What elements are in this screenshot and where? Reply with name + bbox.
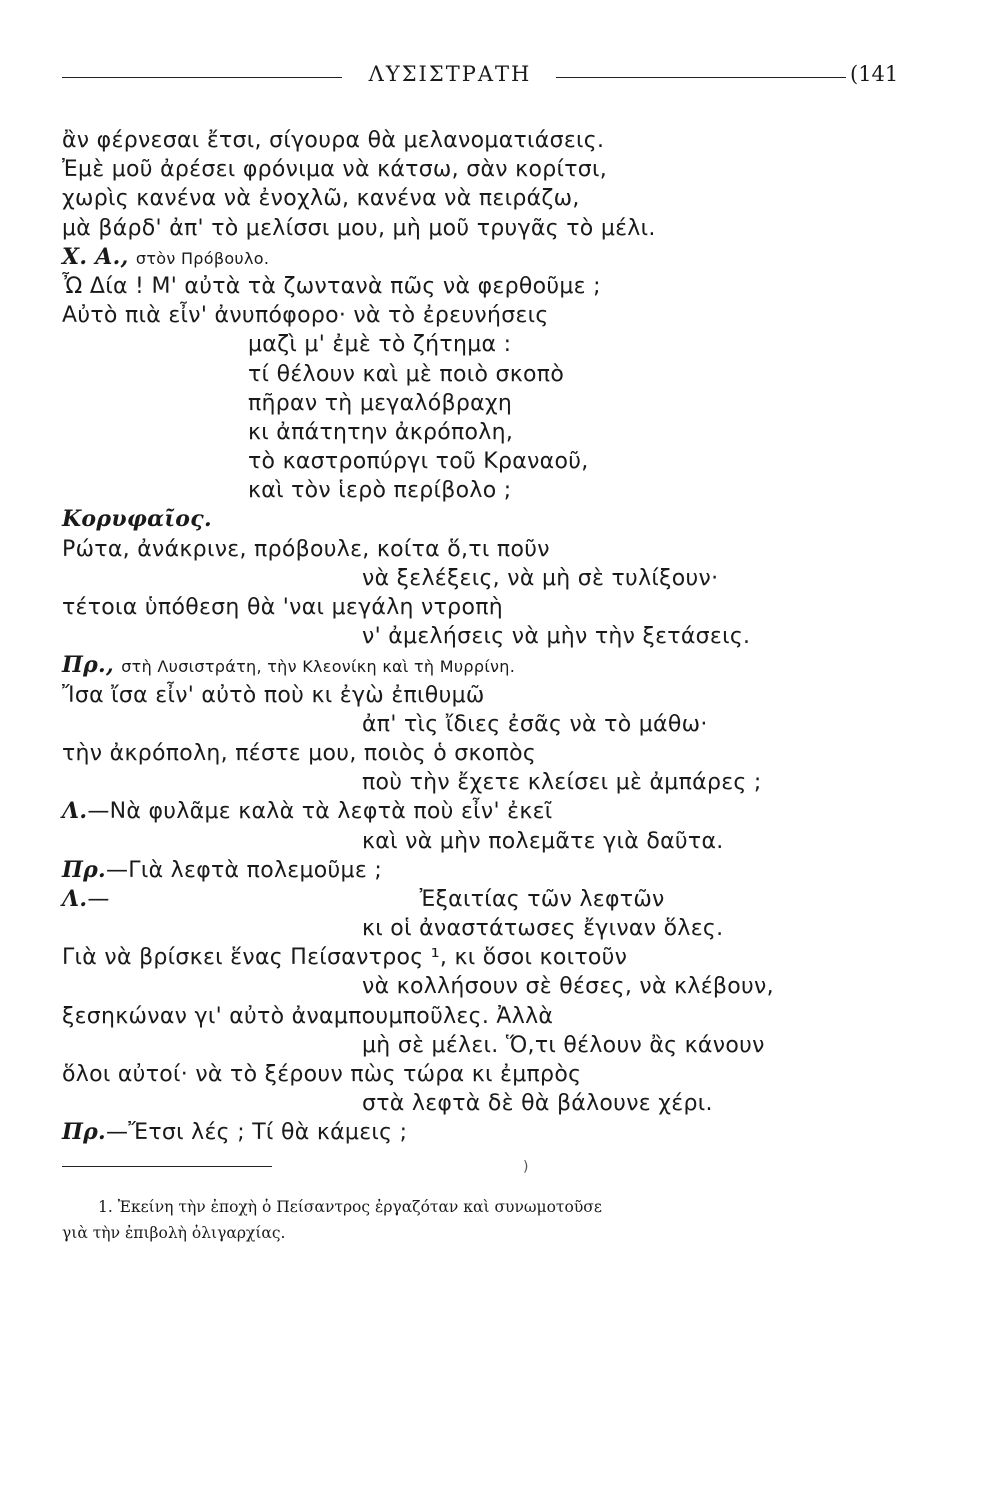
speaker-label: Πρ. [62,856,106,883]
line-text: μὰ βάρδ' ἀπ' τὸ μελίσσι μου, μὴ μοῦ τρυγᾶς τὸ μέλι. [62,215,656,241]
verse-line [62,476,862,505]
verse-line [62,1089,862,1118]
verse-line [62,301,862,330]
line-text: Αὐτὸ πιὰ εἶν' ἀνυπόφορο· νὰ τὸ ἐρευνήσεις [62,303,549,329]
verse-line [62,243,862,272]
verse-line [62,126,862,155]
line-text: ἂν φέρνεσαι ἔτσι, σίγουρα θὰ μελανοματιάσεις. [62,128,605,153]
line-text: νὰ ξελέξεις, νὰ μὴ σὲ τυλίξουν· [362,565,719,591]
line-text: Ἐμὲ μοῦ ἀρέσει φρόνιμα νὰ κάτσω, σὰν κορίτσι, [62,157,608,183]
running-header [62,62,899,92]
verse-line [62,535,862,564]
line-text: —Γιὰ λεφτὰ πολεμοῦμε ; [105,857,383,883]
verse-line [62,418,862,447]
verse-line [62,1002,862,1031]
verse-line [62,564,862,593]
verse-line [62,184,862,213]
verse-line [62,797,862,826]
speaker-label: Λ. [62,885,88,912]
verse-line [62,914,862,943]
verse-line [62,155,862,184]
header-rule-left [62,77,342,78]
verse-line [62,389,862,418]
line-text: κι ἀπάτητην ἀκρόπολη, [248,419,514,445]
footnote-line-2: γιὰ τὴν ἐπιβολὴ ὀλιγαρχίας. [62,1224,286,1242]
line-text: τὸ καστροπύργι τοῦ Κραναοῦ, [248,449,589,475]
speaker-label: Λ. [62,798,88,825]
verse-line [62,827,862,856]
speaker-label: Πρ. [62,1119,106,1146]
verse-line [62,272,862,301]
line-text: Ρώτα, ἀνάκρινε, πρόβουλε, κοίτα ὅ,τι ποῦν [62,536,550,562]
verse-line [62,214,862,243]
speaker-label: Κορυφαῖος. [62,506,212,533]
line-text: στὰ λεφτὰ δὲ θὰ βάλουνε χέρι. [362,1091,713,1117]
header-rule-right [556,77,846,78]
line-text: ὅλοι αὐτοί· νὰ τὸ ξέρουν πὼς τώρα κι ἐμπρὸς [62,1062,582,1087]
verse-line [62,768,862,797]
footnote-line-1: 1. Ἐκείνη τὴν ἐποχὴ ὁ Πείσαντρος ἐργαζόταν καὶ συνωμοτοῦσε [98,1198,602,1216]
speaker-label: Χ. Α., [62,243,129,270]
verse-line [62,972,862,1001]
verse-line [62,622,862,651]
line-text: ξεσηκώναν γι' αὐτὸ ἀναμπουμποῦλες. Ἀλλὰ [62,1003,554,1029]
page-number: (141 [850,62,899,86]
line-text: νὰ κολλήσουν σὲ θέσες, νὰ κλέβουν, [362,974,774,1000]
verse-line [62,330,862,359]
stage-direction: στὸν Πρόβουλο. [135,248,270,268]
footnote-separator [62,1166,272,1167]
verse-line [62,856,862,885]
verse-line [62,1031,862,1060]
line-text: — [87,886,110,912]
verse-line [62,360,862,389]
line-text: μὴ σὲ μέλει. Ὅ,τι θέλουν ἂς κάνουν [362,1032,765,1058]
line-text: ν' ἀμελήσεις νὰ μὴν τὴν ξετάσεις. [362,624,751,650]
line-text: τὴν ἀκρόπολη, πέστε μου, ποιὸς ὁ σκοπὸς [62,740,537,766]
line-text-continued: Ἐξαιτίας τῶν λεφτῶν [419,886,665,912]
line-text: καὶ νὰ μὴν πολεμᾶτε γιὰ δαῦτα. [362,828,724,854]
verse-text [62,126,862,1148]
speaker-label: Πρ., [62,652,114,679]
verse-line [62,1118,862,1147]
verse-line [62,505,862,534]
line-text: ποὺ τὴν ἔχετε κλείσει μὲ ἀμπάρες ; [362,770,762,796]
running-title: ΛΥΣΙΣΤΡΑΤΗ [368,62,532,86]
verse-line [62,739,862,768]
line-text: Ὦ Δία ! Μ' αὐτὰ τὰ ζωντανὰ πῶς νὰ φερθοῦμε ; [62,273,601,299]
verse-line [62,681,862,710]
line-text: μαζὶ μ' ἐμὲ τὸ ζήτημα : [248,332,512,358]
line-text: χωρὶς κανένα νὰ ἐνοχλῶ, κανένα νὰ πειράζω, [62,186,580,212]
line-text: —Ἔτσι λές ; Τί θὰ κάμεις ; [105,1120,408,1146]
line-text: καὶ τὸν ἱερὸ περίβολο ; [248,478,512,504]
print-mark: ) [523,1159,529,1175]
line-text: κι οἱ ἀναστάτωσες ἔγιναν ὅλες. [362,916,724,942]
verse-line [62,710,862,739]
line-text: τέτοια ὑπόθεση θὰ 'ναι μεγάλη ντροπὴ [62,595,503,620]
line-text: Γιὰ νὰ βρίσκει ἕνας Πείσαντρος ¹, κι ὅσοι κοιτοῦν [62,945,628,971]
line-text: Ἴσα ἴσα εἶν' αὐτὸ ποὺ κι ἐγὼ ἐπιθυμῶ [62,682,485,708]
line-text: —Νὰ φυλᾶμε καλὰ τὰ λεφτὰ ποὺ εἶν' ἐκεῖ [87,799,553,825]
verse-line [62,447,862,476]
verse-line [62,593,862,622]
stage-direction: στὴ Λυσιστράτη, τὴν Κλεονίκη καὶ τὴ Μυρρίνη. [121,657,516,677]
line-text: τί θέλουν καὶ μὲ ποιὸ σκοπὸ [248,361,565,387]
footnote [62,1194,882,1246]
verse-line [62,885,862,914]
line-text: πῆραν τὴ μεγαλόβραχη [248,390,513,416]
verse-line [62,1060,862,1089]
verse-line [62,651,862,680]
verse-line [62,943,862,972]
line-text: ἀπ' τὶς ἴδιες ἐσᾶς νὰ τὸ μάθω· [362,711,708,737]
